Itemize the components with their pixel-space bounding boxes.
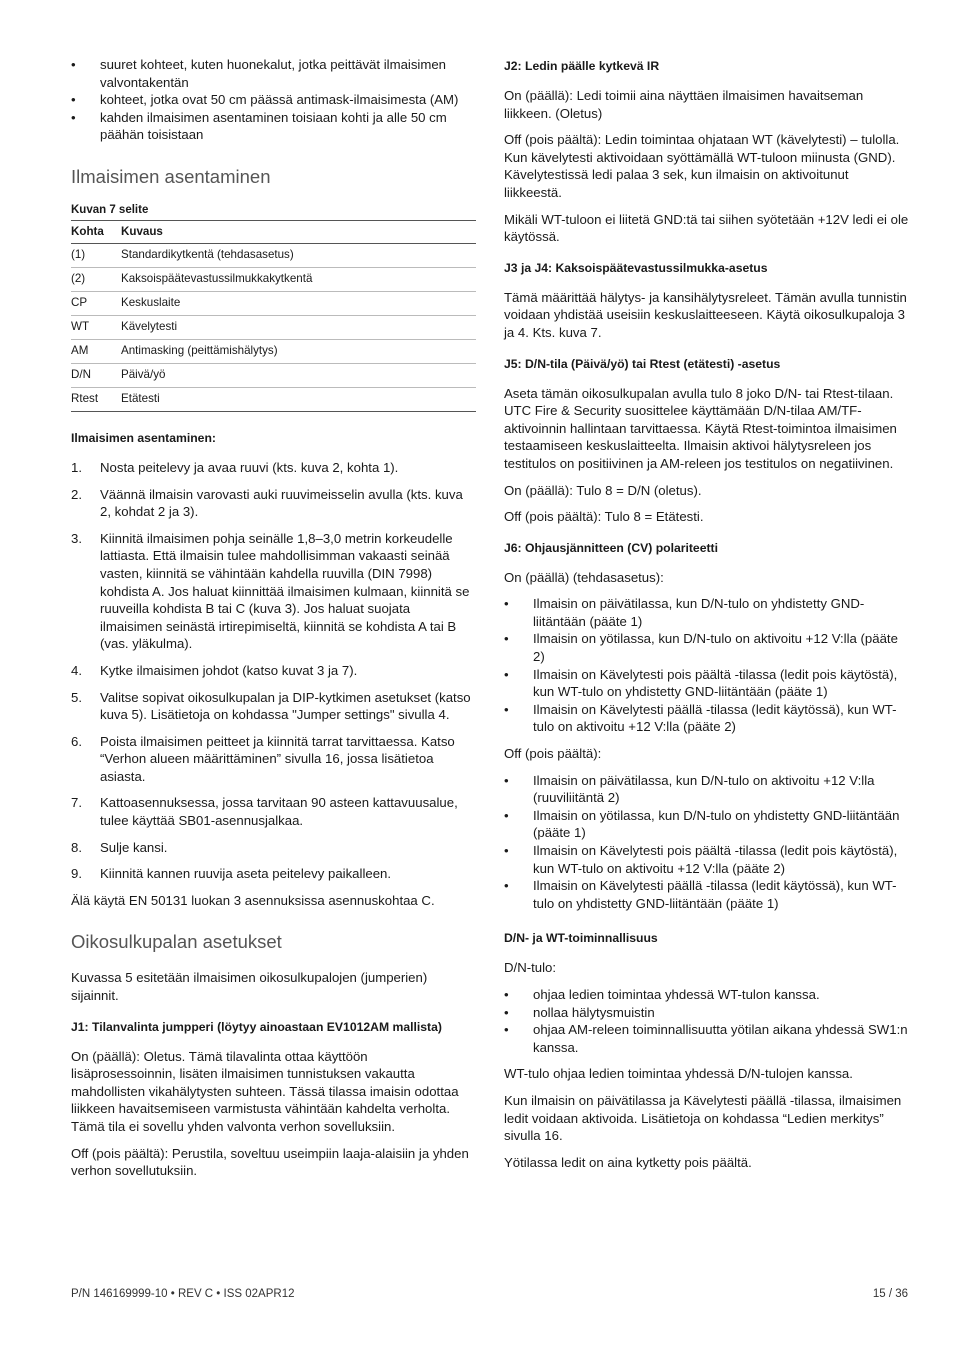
list-item: • Ilmaisin on Kävelytesti päällä -tilassa (ledit käytössä), kun WT-tulo on yhdistetty GND-liitäntään (pääte 1) xyxy=(504,878,897,911)
right-column xyxy=(504,56,909,1180)
list-item: • kohteet, jotka ovat 50 cm päässä antimask-ilmaisimesta (AM) xyxy=(71,92,459,108)
table-cell: Kävelytesti xyxy=(121,315,476,339)
footer-page-number: 15 / 36 xyxy=(872,1288,908,1300)
table-cell: Kaksoispäätevastussilmukkakytkentä xyxy=(121,267,476,291)
table-row xyxy=(71,291,476,315)
step-item: 2. Väännä ilmaisin varovasti auki ruuvimeisselin avulla (kts. kuva 2, kohdat 2 ja 3). xyxy=(71,486,463,520)
step-item: 9. Kiinnitä kannen ruuvija aseta peitelevy paikalleen. xyxy=(71,866,392,882)
list-item: • Ilmaisin on yötilassa, kun D/N-tulo on yhdistetty GND-liitäntään (pääte 1) xyxy=(504,807,900,841)
j5-heading: J5: D/N-tila (Päivä/yö) tai Rtest (etätesti) -asetus xyxy=(504,356,781,371)
list-item: • suuret kohteet, kuten huonekalut, jotka peittävät ilmaisimen valvontakentän xyxy=(71,57,447,90)
j2-on-text: On (päällä): Ledi toimii aina näyttäen ilmaisimen havaitseman liikkeen. (Oletus) xyxy=(504,88,864,121)
steps-note: Älä käytä EN 50131 luokan 3 asennuksissa asennuskohtaa C. xyxy=(71,892,435,908)
table-cell: AM xyxy=(71,339,121,363)
left-column xyxy=(71,56,476,1189)
table-cell: Standardikytkentä (tehdasasetus) xyxy=(121,243,476,267)
list-item: • kahden ilmaisimen asentaminen toisiaan kohti ja alle 50 cm päähän toisistaan xyxy=(71,109,447,143)
j6-off-list xyxy=(504,772,909,913)
j5-off-text: Off (pois päältä): Tulo 8 = Etätesti. xyxy=(504,509,704,525)
list-item: • ohjaa AM-releen toiminnallisuutta yötilan aikana yhdessä SW1:n kanssa. xyxy=(504,1022,908,1055)
j34-heading: J3 ja J4: Kaksoispäätevastussilmukka-asetus xyxy=(504,260,768,275)
j2-off-text: Off (pois päältä): Ledin toimintaa ohjataan WT (kävelytesti) – tulolla. Kun kävelytesti aktivoidaan syöttämällä WT-tuloon miinusta (GND). Kävelytestissä ledi palaa 3 sek, kun ilmaisin on aktivoitunut liikkeestä. xyxy=(504,132,900,200)
section-heading-jumpers: Oikosulkupalan asetukset xyxy=(71,931,282,953)
step-item: 5. Valitse sopivat oikosulkupalan ja DIP-kytkimen asetukset (katso kuva 5). Lisätietoja on kohdassa "Jumper settings" sivulla 4. xyxy=(71,689,471,723)
dnwt-label: D/N-tulo: xyxy=(504,960,557,976)
j1-on-text: On (päällä): Oletus. Tämä tilavalinta ottaa käyttöön lisäprosessoinnin, lisäten ilmaisimen tunnistuksen vakautta mahdollisten vikahälytysten suhteen. Tässä tilassa imaisin odottaa liikkeen havaitsemiseen varmistusta vähintään kahdelta verholta. Tämä tila ei sovellu yhden valvonta verhon sovelluksiin. xyxy=(71,1048,459,1134)
j2-note: Mikäli WT-tuloon ei liitetä GND:tä tai siihen syötetään +12V ledi ei ole käytössä. xyxy=(504,211,909,245)
table-row xyxy=(71,339,476,363)
table-cell: Keskuslaite xyxy=(121,291,476,315)
j5-on-text: On (päällä): Tulo 8 = D/N (oletus). xyxy=(504,482,702,498)
section-heading-installation: Ilmaisimen asentaminen xyxy=(71,165,271,187)
list-item: • Ilmaisin on päivätilassa, kun D/N-tulo on aktivoitu +12 V:lla (ruuviliitäntä 2) xyxy=(504,772,875,806)
dnwt-heading: D/N- ja WT-toiminnallisuus xyxy=(504,931,658,946)
j6-on-list xyxy=(504,595,909,736)
step-item: 6. Poista ilmaisimen peitteet ja kiinnitä tarrat tarvittaessa. Katso “Verhon alueen määrittäminen” sivulla 16, jossa lisätietoa asiasta. xyxy=(71,733,455,784)
j1-off-text: Off (pois päältä): Perustila, soveltuu useimpiin laaja-alaisiin ja yhden verhon sovellutuksiin. xyxy=(71,1145,469,1179)
table-cell: (2) xyxy=(71,267,121,291)
legend-table xyxy=(71,220,476,412)
table-cell: Etätesti xyxy=(121,387,476,411)
table-cell: Päivä/yö xyxy=(121,363,476,387)
list-item: • ohjaa ledien toimintaa yhdessä WT-tulon kanssa. xyxy=(504,986,820,1002)
dnwt-list xyxy=(504,986,909,1056)
table-cell: WT xyxy=(71,315,121,339)
table-cell: Antimasking (peittämishälytys) xyxy=(121,339,476,363)
j6-heading: J6: Ohjausjännitteen (CV) polariteetti xyxy=(504,540,718,555)
table-row xyxy=(71,267,476,291)
table-row xyxy=(71,387,476,411)
j2-heading: J2: Ledin päälle kytkevä IR xyxy=(504,59,660,73)
list-item: • Ilmaisin on Kävelytesti pois päältä -tilassa (ledit pois käytöstä), kun WT-tulo on yhdistetty GND-liitäntään (pääte 1) xyxy=(504,666,898,700)
j6-on-label: On (päällä) (tehdasasetus): xyxy=(504,569,664,585)
steps-heading: Ilmaisimen asentaminen: xyxy=(71,430,216,445)
list-item: • Ilmaisin on päivätilassa, kun D/N-tulo on yhdistetty GND-liitäntään (pääte 1) xyxy=(504,596,865,629)
table-row xyxy=(71,315,476,339)
step-item: 3. Kiinnitä ilmaisimen pohja seinälle 1,8–3,0 metrin korkeudelle lattiasta. Että ilmaisin tulee mahdollisimman vakaasti seinää vasten, kiinnitä se vähintään kahdella ruuvilla (DIN 7998) kohdista A. Jos haluat kiinnittää ilmaisimen kulmaan, kiinnitä se ruuveilla kohdista B tai C (kuva 3). Jos haluat suojata ilmaisimen seinästä irtirepimiseltä, kiinnitä se kohdista A tai B (vas. yläkulma). xyxy=(71,530,470,652)
dnwt-paragraph: WT-tulo ohjaa ledien toimintaa yhdessä D/N-tulojen kanssa. xyxy=(504,1066,853,1082)
footer-part-number: P/N 146169999-10 • REV C • ISS 02APR12 xyxy=(71,1288,295,1300)
table-cell: Rtest xyxy=(71,387,121,411)
table-cell: D/N xyxy=(71,363,121,387)
list-item: • Ilmaisin on Kävelytesti pois päältä -tilassa (ledit pois käytöstä), kun WT-tulo on aktivoitu +12 V:lla (pääte 2) xyxy=(504,843,898,876)
table-header-row xyxy=(71,220,476,243)
step-item: 7. Kattoasennuksessa, jossa tarvitaan 90 asteen kattavuusalue, tulee käyttää SB01-asennusjalkaa. xyxy=(71,795,458,829)
table-caption: Kuvan 7 selite xyxy=(71,203,149,216)
step-item: 8. Sulje kansi. xyxy=(71,839,168,855)
step-item: 4. Kytke ilmaisimen johdot (katso kuvat 3 ja 7). xyxy=(71,662,358,678)
intro-bullet-list xyxy=(71,56,476,144)
step-item: 1. Nosta peitelevy ja avaa ruuvi (kts. kuva 2, kohta 1). xyxy=(71,459,399,475)
installation-steps xyxy=(71,459,476,883)
table-row xyxy=(71,243,476,267)
dnwt-paragraph: Yötilassa ledit on aina kytketty pois päältä. xyxy=(504,1154,752,1170)
dnwt-paragraph: Kun ilmaisin on päivätilassa ja Kävelytesti päällä -tilassa, ilmaisimen ledit voidaan aktivoida. Lisätietoja on kohdassa “Ledien merkitys” sivulla 16. xyxy=(504,1092,902,1144)
j5-text: Aseta tämän oikosulkupalan avulla tulo 8 joko D/N- tai Rtest-tilaan. UTC Fire & Security suosittelee käyttämään D/N-tilaa AM/TF-aktivoinnin hallintaan tarvittaessa. Käytä Rtest-toimintoa ilmaisimen testaamiseen keskuslaitteelta. Ilmaisin aktivoi hälytysreleen jos testitulos on positiivinen ja AM-releen jos testitulos on negatiivinen. xyxy=(504,385,897,471)
table-cell: (1) xyxy=(71,243,121,267)
table-header: Kuvaus xyxy=(121,220,476,243)
table-header: Kohta xyxy=(71,220,121,243)
list-item: • Ilmaisin on yötilassa, kun D/N-tulo on aktivoitu +12 V:lla (pääte 2) xyxy=(504,631,898,665)
j34-text: Tämä määrittää hälytys- ja kansihälytysreleet. Tämän avulla tunnistin voidaan yhdistää useisiin keskuslaitteeseen. Käytä oikosulkupaloja 3 ja 4. Kts. kuva 7. xyxy=(504,289,907,340)
table-row xyxy=(71,363,476,387)
j6-off-label: Off (pois päältä): xyxy=(504,746,602,762)
table-cell: CP xyxy=(71,291,121,315)
list-item: • Ilmaisin on Kävelytesti päällä -tilassa (ledit käytössä), kun WT-tulo on aktivoitu +12 V:lla (pääte 2) xyxy=(504,701,897,735)
j1-heading: J1: Tilanvalinta jumpperi (löytyy ainoastaan EV1012AM mallista) xyxy=(71,1019,442,1034)
jumpers-intro: Kuvassa 5 esitetään ilmaisimen oikosulkupalojen (jumperien) sijainnit. xyxy=(71,970,428,1004)
list-item: • nollaa hälytysmuistin xyxy=(504,1004,655,1020)
